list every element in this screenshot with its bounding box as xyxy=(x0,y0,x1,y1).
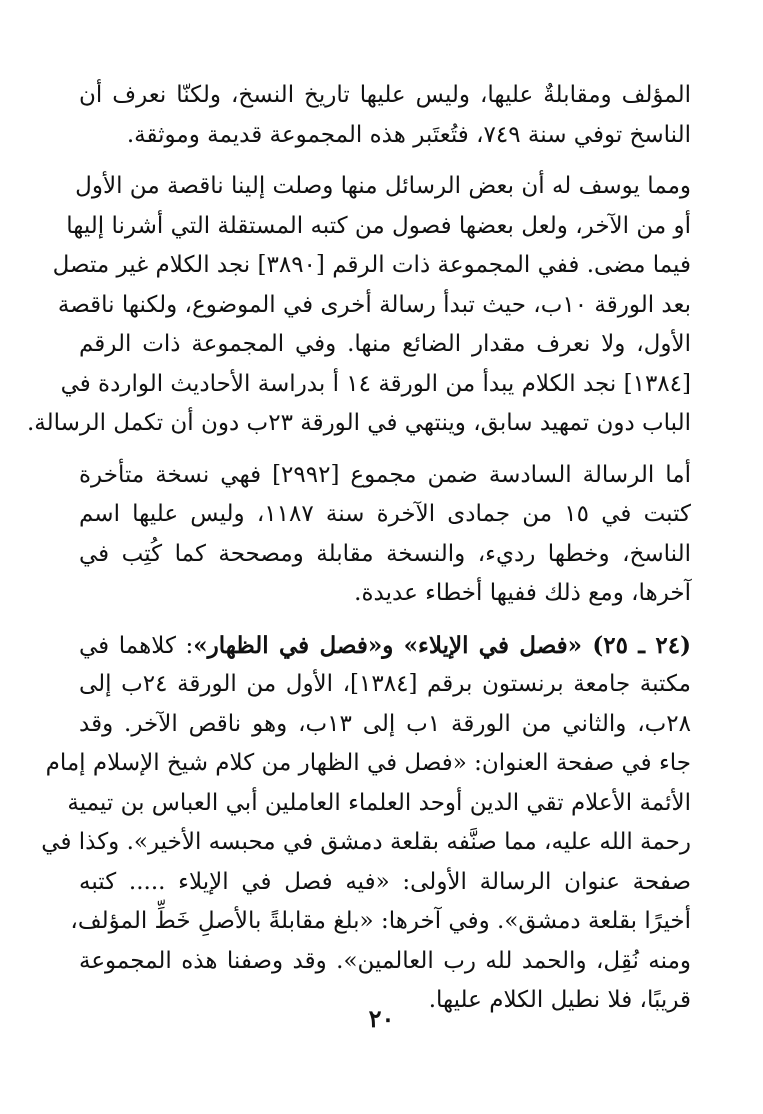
text-line: ومنه نُقِل، والحمد لله رب العالمين». وقد وصفنا هذه المجموعة xyxy=(79,947,691,974)
section-heading: (٢٤ ـ ٢٥) «فصل في الإيلاء» و«فصل في الظهار» xyxy=(193,631,691,659)
text-line: كتبت في ١٥ من جمادى الآخرة سنة ١١٨٧، وليس عليها اسم xyxy=(79,501,691,527)
body-text xyxy=(26,76,692,1021)
text-line: الأئمة الأعلام تقي الدين أوحد العلماء العاملين أبي العباس بن تيمية xyxy=(67,789,691,816)
text-line: ومما يوسف له أن بعض الرسائل منها وصلت إلينا ناقصة من الأول xyxy=(75,173,691,199)
text-line: الأول، ولا نعرف مقدار الضائع منها. وفي المجموعة ذات الرقم xyxy=(79,331,691,357)
page-number: ٢٠ xyxy=(368,1004,395,1033)
text-line: صفحة عنوان الرسالة الأولى: «فيه فصل في الإيلاء ..... كتبه xyxy=(79,868,691,895)
paragraph-3 xyxy=(79,456,691,614)
text-line: [١٣٨٤] نجد الكلام يبدأ من الورقة ١٤ أ بدراسة الأحاديث الواردة في xyxy=(60,370,691,397)
paragraph-2 xyxy=(26,167,691,444)
text-line: فيما مضى. ففي المجموعة ذات الرقم [٣٨٩٠] نجد الكلام غير متصل xyxy=(52,252,691,278)
text-line: آخرها، ومع ذلك ففيها أخطاء عديدة. xyxy=(354,580,691,606)
text-line: بعد الورقة ١٠ب، حيث تبدأ رسالة أخرى في الموضوع، ولكنها ناقصة xyxy=(57,291,691,318)
text-line: جاء في صفحة العنوان: «فصل في الظهار من كلام شيخ الإسلام إمام xyxy=(45,750,691,776)
text-line: المؤلف ومقابلةٌ عليها، وليس عليها تاريخ النسخ، ولكنّا نعرف أن xyxy=(79,82,691,108)
text-line: قريبًا، فلا نطيل الكلام عليها. xyxy=(428,987,691,1013)
heading-continuation: : كلاهما في xyxy=(79,632,194,659)
heading-line xyxy=(79,626,691,666)
text-line: أو من الآخر، ولعل بعضها فصول من كتبه المستقلة التي أشرنا إليها xyxy=(66,212,691,239)
paragraph-4 xyxy=(41,626,691,1021)
text-line: الناسخ توفي سنة ٧٤٩، فتُعتَبر هذه المجموعة قديمة وموثقة. xyxy=(126,121,691,148)
text-line: ٢٨ب، والثاني من الورقة ١ب إلى ١٣ب، وهو ناقص الآخر. وقد xyxy=(79,710,691,737)
text-line: أخيرًا بقلعة دمشق». وفي آخرها: «بلغ مقابلةً بالأصلِ خَطِّ المؤلف، xyxy=(70,908,691,934)
text-line: أما الرسالة السادسة ضمن مجموع [٢٩٩٢] فهي نسخة متأخرة xyxy=(79,461,692,488)
text-line: مكتبة جامعة برنستون برقم [١٣٨٤]، الأول من الورقة ٢٤ب إلى xyxy=(79,671,691,697)
text-line: رحمة الله عليه، مما صنَّفه بقلعة دمشق في محبسه الأخير». وكذا في xyxy=(41,829,691,855)
text-line: الباب دون تمهيد سابق، وينتهي في الورقة ٢٣ب دون أن تكمل الرسالة. xyxy=(26,410,691,436)
text-line: الناسخ، وخطها رديء، والنسخة مقابلة ومصححة كما كُتِب في xyxy=(79,540,691,567)
paragraph-1 xyxy=(79,76,691,155)
